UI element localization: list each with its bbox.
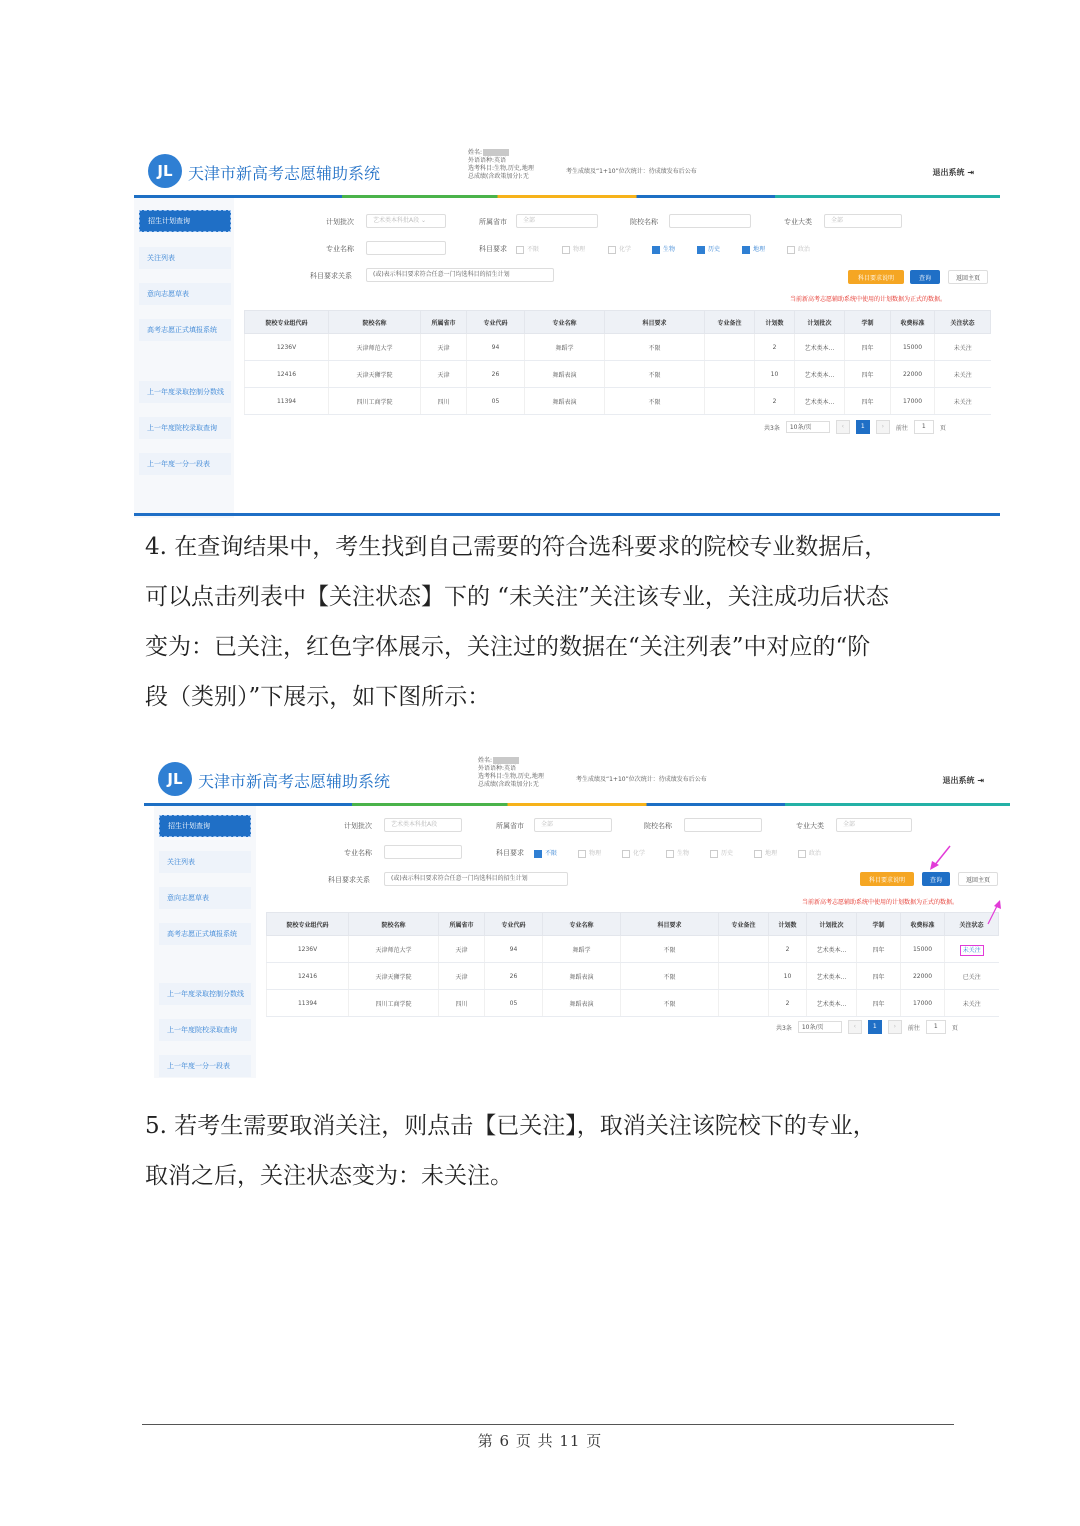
- major-input[interactable]: [384, 845, 462, 859]
- subject-label-history: 历史: [708, 246, 721, 253]
- subject-check-politics[interactable]: [798, 848, 821, 858]
- cell-province: 天津: [421, 361, 467, 388]
- subject-label-history: 历史: [721, 850, 734, 857]
- col-subject-req: 科目要求: [605, 311, 705, 334]
- cell-fee: 17000: [891, 388, 935, 415]
- relation-select[interactable]: [366, 268, 554, 282]
- relation-value: (或)表示科目要求符合任意一门均选科目的招生计划: [373, 271, 510, 278]
- subject-label-physics: 物理: [589, 850, 602, 857]
- cell-subject-req: 不限: [605, 334, 705, 361]
- page-footer: 第 6 页 共 11 页: [477, 1432, 603, 1450]
- batch-label: 计划批次: [326, 218, 354, 226]
- goto-label: 前往: [895, 424, 908, 432]
- page-unit: 页: [939, 424, 946, 432]
- subject-label-politics: 政治: [798, 246, 811, 253]
- sidebar-item-score-table[interactable]: 上一年度一分一段表: [139, 453, 231, 475]
- subject-label-biology: 生物: [663, 246, 676, 253]
- subject-check-any[interactable]: [516, 244, 539, 254]
- col-major-note: 专业备注: [705, 311, 755, 334]
- cell-major-code: 94: [467, 334, 525, 361]
- pager-total: 共3条: [764, 424, 780, 432]
- subject-label-any: 不限: [545, 850, 558, 857]
- col-duration: 学制: [845, 311, 891, 334]
- follow-status-cell: [945, 936, 999, 963]
- subject-label: 科目要求: [496, 849, 524, 857]
- relation-select[interactable]: [384, 872, 568, 886]
- category-label: 专业大类: [784, 218, 812, 226]
- col-plan-batch: 计划批次: [795, 311, 845, 334]
- cell-group-code: 1236V: [245, 334, 329, 361]
- home-button[interactable]: 返回主页: [958, 872, 998, 886]
- student-info: [468, 149, 534, 181]
- warning-text: 当前新高考志愿辅助系统中使用的计划数据为正式的数据。: [790, 296, 947, 303]
- info-score: 总成绩(含政策加分):无: [468, 173, 529, 180]
- cell-major-note: [705, 334, 755, 361]
- logo-icon: JL: [148, 154, 182, 188]
- subject-check-politics[interactable]: [787, 244, 810, 254]
- logout-button[interactable]: [933, 167, 975, 178]
- table-header-row: [245, 311, 991, 334]
- logout-button[interactable]: [943, 775, 985, 786]
- cell-major-name: 舞蹈表演: [525, 361, 605, 388]
- batch-label: 计划批次: [344, 822, 372, 830]
- major-input[interactable]: [366, 241, 446, 255]
- sidebar-item-follow-list[interactable]: 关注列表: [139, 247, 231, 269]
- cell-major-note: [719, 963, 769, 990]
- checkbox-icon: [798, 850, 806, 858]
- follow-status-link[interactable]: 已关注: [945, 963, 999, 990]
- cell-school-name: 四川工商学院: [329, 388, 421, 415]
- header-color-bar: [134, 195, 1000, 198]
- goto-label: 前往: [907, 1024, 920, 1032]
- paragraph-line: 可以点击列表中【关注状态】下的 “未关注”关注该专业，关注成功后状态: [145, 584, 889, 610]
- subject-info-button[interactable]: 科目要求说明: [860, 872, 914, 886]
- cell-school-name: 天津师范大学: [329, 334, 421, 361]
- cell-school-name: 天津天狮学院: [329, 361, 421, 388]
- subject-label-chemistry: 化学: [619, 246, 632, 253]
- pagination: [776, 1020, 958, 1034]
- col-fee: 收费标准: [901, 913, 945, 936]
- cell-fee: 15000: [891, 334, 935, 361]
- sidebar: [154, 806, 256, 1078]
- cell-fee: 15000: [901, 936, 945, 963]
- sidebar: [134, 198, 234, 518]
- prev-page-icon[interactable]: ‹: [836, 420, 850, 434]
- results-table: [244, 310, 991, 415]
- cell-duration: 四年: [845, 388, 891, 415]
- cell-subject-req: 不限: [605, 388, 705, 415]
- cell-province: 天津: [421, 334, 467, 361]
- pager-total: 共3条: [776, 1024, 792, 1032]
- table-row: [245, 388, 991, 415]
- col-duration: 学制: [857, 913, 901, 936]
- subject-label-geography: 地理: [765, 850, 778, 857]
- cell-fee: 22000: [891, 361, 935, 388]
- screenshot-plan-query-2: [144, 748, 1010, 1078]
- query-button[interactable]: 查询: [910, 270, 940, 284]
- follow-status-link[interactable]: 未关注: [945, 990, 999, 1017]
- checkbox-checked-icon: [534, 850, 542, 858]
- sidebar-item-plan-query[interactable]: 招生计划查询: [139, 210, 231, 232]
- subject-check-any[interactable]: [534, 848, 557, 858]
- annotation-arrow-icon: [984, 898, 1006, 928]
- subject-check-history[interactable]: [697, 244, 720, 254]
- cell-subject-req: 不限: [605, 361, 705, 388]
- checkbox-icon: [608, 246, 616, 254]
- info-score: 总成绩(含政策加分):无: [478, 781, 539, 788]
- follow-status-link[interactable]: 未关注: [960, 945, 984, 956]
- follow-status-link[interactable]: 未关注: [935, 388, 991, 415]
- col-follow-status: 关注状态: [935, 311, 991, 334]
- batch-value: 艺术类本科批A段: [391, 821, 438, 828]
- logo-icon: JL: [158, 762, 192, 796]
- sidebar-item-control-line[interactable]: 上一年度录取控制分数线: [159, 983, 251, 1005]
- subject-label-biology: 生物: [677, 850, 690, 857]
- col-school-name: 院校名称: [329, 311, 421, 334]
- col-plan-count: 计划数: [769, 913, 807, 936]
- cell-subject-req: 不限: [621, 990, 719, 1017]
- cell-plan-count: 10: [755, 361, 795, 388]
- pagination: [764, 420, 946, 434]
- sidebar-item-follow-list[interactable]: 关注列表: [159, 851, 251, 873]
- subject-label-geography: 地理: [753, 246, 766, 253]
- cell-province: 四川: [421, 388, 467, 415]
- batch-select[interactable]: [366, 214, 446, 228]
- cell-duration: 四年: [857, 936, 901, 963]
- info-subjects: 选考科目:生物,历史,地理: [478, 773, 544, 780]
- table-row: [267, 990, 999, 1017]
- col-fee: 收费标准: [891, 311, 935, 334]
- table-row: [267, 936, 999, 963]
- school-label: 院校名称: [630, 218, 658, 226]
- sidebar-item-draft[interactable]: 意向志愿草表: [159, 887, 251, 909]
- paragraph-line: 段（类别）”下展示，如下图所示：: [145, 684, 491, 710]
- cell-duration: 四年: [857, 990, 901, 1017]
- cell-plan-count: 2: [769, 936, 807, 963]
- checkbox-icon: [562, 246, 570, 254]
- cell-province: 天津: [439, 936, 485, 963]
- results-table: [266, 912, 999, 1017]
- table-row: [245, 334, 991, 361]
- app-title: 天津市新高考志愿辅助系统: [198, 772, 391, 791]
- sidebar-item-formal-fill[interactable]: 高考志愿正式填报系统: [139, 319, 231, 341]
- sidebar-item-admission-query[interactable]: 上一年度院校录取查询: [139, 417, 231, 439]
- col-major-name: 专业名称: [525, 311, 605, 334]
- info-language: 外语语种:英语: [478, 765, 517, 772]
- cell-plan-batch: 艺术类本...: [807, 936, 857, 963]
- school-input[interactable]: [669, 214, 751, 228]
- province-value: 全部: [523, 217, 536, 224]
- cell-plan-count: 2: [755, 388, 795, 415]
- footer-rule: [142, 1424, 954, 1425]
- checkbox-icon: [787, 246, 795, 254]
- col-subject-req: 科目要求: [621, 913, 719, 936]
- follow-status-link[interactable]: 未关注: [935, 361, 991, 388]
- cell-plan-batch: 艺术类本...: [795, 361, 845, 388]
- subject-check-history[interactable]: [710, 848, 733, 858]
- cell-major-code: 94: [485, 936, 543, 963]
- checkbox-icon: [710, 850, 718, 858]
- cell-major-name: 舞蹈学: [543, 936, 621, 963]
- cell-duration: 四年: [845, 334, 891, 361]
- checkbox-checked-icon: [652, 246, 660, 254]
- cell-school-name: 四川工商学院: [349, 990, 439, 1017]
- info-language: 外语语种:英语: [468, 157, 507, 164]
- subject-check-physics[interactable]: [562, 244, 585, 254]
- cell-major-name: 舞蹈学: [525, 334, 605, 361]
- cell-duration: 四年: [845, 361, 891, 388]
- score-notice: 考生成绩及“1+10”位次统计：待成绩发布后公布: [566, 168, 697, 175]
- relation-label: 科目要求关系: [310, 272, 352, 280]
- header-color-bar: [144, 803, 1010, 806]
- app-header: [134, 140, 1000, 195]
- cell-group-code: 12416: [245, 361, 329, 388]
- province-select[interactable]: [516, 214, 598, 228]
- major-label: 专业名称: [326, 245, 354, 253]
- cell-major-name: 舞蹈表演: [525, 388, 605, 415]
- cell-subject-req: 不限: [621, 963, 719, 990]
- student-info: [478, 757, 544, 789]
- province-label: 所属省市: [496, 822, 524, 830]
- subject-info-button[interactable]: 科目要求说明: [848, 270, 904, 284]
- category-select[interactable]: [836, 818, 912, 832]
- prev-page-icon[interactable]: ‹: [848, 1020, 862, 1034]
- paragraph-line: 4. 在查询结果中，考生找到自己需要的符合选科要求的院校专业数据后，: [145, 534, 888, 560]
- screenshot-plan-query-1: [134, 140, 1000, 518]
- col-group-code: 院校专业组代码: [245, 311, 329, 334]
- sidebar-item-score-table[interactable]: 上一年度一分一段表: [159, 1055, 251, 1077]
- query-button[interactable]: 查询: [922, 872, 950, 886]
- logout-icon: ⇥: [967, 168, 974, 177]
- info-name: 姓名:: [478, 757, 493, 764]
- cell-major-code: 26: [485, 963, 543, 990]
- sidebar-item-plan-query[interactable]: 招生计划查询: [159, 815, 251, 837]
- cell-major-note: [705, 361, 755, 388]
- logout-label: 退出系统: [932, 168, 965, 177]
- home-button[interactable]: 返回主页: [948, 270, 988, 284]
- subject-check-chemistry[interactable]: [608, 244, 631, 254]
- page-number[interactable]: 1: [856, 420, 870, 434]
- page-unit: 页: [951, 1024, 958, 1032]
- next-page-icon[interactable]: ›: [888, 1020, 902, 1034]
- subject-check-biology[interactable]: [666, 848, 689, 858]
- app-header: [144, 748, 1010, 803]
- subject-check-biology[interactable]: [652, 244, 675, 254]
- cell-duration: 四年: [857, 963, 901, 990]
- category-value: 全部: [843, 821, 856, 828]
- checkbox-icon: [622, 850, 630, 858]
- paragraph-line: 取消之后，关注状态变为：未关注。: [145, 1163, 513, 1189]
- cell-fee: 22000: [901, 963, 945, 990]
- cell-group-code: 11394: [245, 388, 329, 415]
- cell-major-name: 舞蹈表演: [543, 990, 621, 1017]
- sidebar-item-admission-query[interactable]: 上一年度院校录取查询: [159, 1019, 251, 1041]
- cell-school-name: 天津天狮学院: [349, 963, 439, 990]
- checkbox-checked-icon: [697, 246, 705, 254]
- cell-major-note: [705, 388, 755, 415]
- warning-text: 当前新高考志愿辅助系统中使用的计划数据为正式的数据。: [802, 899, 959, 906]
- cell-plan-count: 2: [755, 334, 795, 361]
- cell-plan-batch: 艺术类本...: [807, 963, 857, 990]
- subject-check-geography[interactable]: [742, 244, 765, 254]
- col-province: 所属省市: [439, 913, 485, 936]
- paragraph-line: 变为：已关注，红色字体展示，关注过的数据在“关注列表”中对应的“阶: [145, 634, 871, 660]
- subject-label-any: 不限: [527, 246, 540, 253]
- cell-fee: 17000: [901, 990, 945, 1017]
- cell-plan-count: 2: [769, 990, 807, 1017]
- province-select[interactable]: [534, 818, 612, 832]
- category-label: 专业大类: [796, 822, 824, 830]
- major-label: 专业名称: [344, 849, 372, 857]
- category-select[interactable]: [824, 214, 902, 228]
- cell-group-code: 11394: [267, 990, 349, 1017]
- category-value: 全部: [831, 217, 844, 224]
- batch-value: 艺术类本科批A段: [373, 217, 420, 224]
- cell-school-name: 天津师范大学: [349, 936, 439, 963]
- col-major-code: 专业代码: [485, 913, 543, 936]
- col-plan-count: 计划数: [755, 311, 795, 334]
- cell-major-note: [719, 936, 769, 963]
- col-plan-batch: 计划批次: [807, 913, 857, 936]
- cell-plan-batch: 艺术类本...: [795, 334, 845, 361]
- col-school-name: 院校名称: [349, 913, 439, 936]
- checkbox-icon: [754, 850, 762, 858]
- col-group-code: 院校专业组代码: [267, 913, 349, 936]
- col-major-code: 专业代码: [467, 311, 525, 334]
- cell-plan-batch: 艺术类本...: [795, 388, 845, 415]
- annotation-arrow-icon: [924, 844, 954, 872]
- subject-check-chemistry[interactable]: [622, 848, 645, 858]
- per-page-select[interactable]: 10条/页: [798, 1021, 842, 1033]
- paragraph-step-4: [145, 522, 975, 722]
- province-label: 所属省市: [479, 218, 507, 226]
- school-input[interactable]: [684, 818, 762, 832]
- info-subjects: 选考科目:生物,历史,地理: [468, 165, 534, 172]
- redacted-name: [493, 757, 519, 764]
- cell-province: 四川: [439, 990, 485, 1017]
- province-value: 全部: [541, 821, 554, 828]
- logout-label: 退出系统: [942, 776, 975, 785]
- subject-label-politics: 政治: [809, 850, 822, 857]
- cell-major-code: 26: [467, 361, 525, 388]
- subject-label-physics: 物理: [573, 246, 586, 253]
- score-notice: 考生成绩及“1+10”位次统计：待成绩发布后公布: [576, 776, 707, 783]
- goto-input[interactable]: 1: [914, 420, 934, 434]
- cell-plan-batch: 艺术类本...: [807, 990, 857, 1017]
- chevron-down-icon: ⌄: [421, 217, 427, 224]
- paragraph-line: 5. 若考生需要取消关注，则点击【已关注】，取消关注该院校下的专业，: [145, 1113, 876, 1139]
- subject-check-physics[interactable]: [578, 848, 601, 858]
- checkbox-icon: [578, 850, 586, 858]
- sidebar-item-draft[interactable]: 意向志愿草表: [139, 283, 231, 305]
- relation-label: 科目要求关系: [328, 876, 370, 884]
- goto-input[interactable]: 1: [926, 1020, 946, 1034]
- info-name: 姓名:: [468, 149, 483, 156]
- cell-group-code: 1236V: [267, 936, 349, 963]
- subject-label: 科目要求: [479, 245, 507, 253]
- cell-major-code: 05: [485, 990, 543, 1017]
- redacted-name: [483, 149, 509, 156]
- batch-select[interactable]: [384, 818, 462, 832]
- col-follow-status: 关注状态: [945, 913, 999, 936]
- col-province: 所属省市: [421, 311, 467, 334]
- col-major-note: 专业备注: [719, 913, 769, 936]
- cell-group-code: 12416: [267, 963, 349, 990]
- table-row: [267, 963, 999, 990]
- cell-major-name: 舞蹈表演: [543, 963, 621, 990]
- school-label: 院校名称: [644, 822, 672, 830]
- subject-check-geography[interactable]: [754, 848, 777, 858]
- page-number[interactable]: 1: [868, 1020, 882, 1034]
- checkbox-icon: [666, 850, 674, 858]
- cell-major-code: 05: [467, 388, 525, 415]
- logout-icon: ⇥: [977, 776, 984, 785]
- next-page-icon[interactable]: ›: [876, 420, 890, 434]
- subject-label-chemistry: 化学: [633, 850, 646, 857]
- cell-province: 天津: [439, 963, 485, 990]
- table-header-row: [267, 913, 999, 936]
- sidebar-item-control-line[interactable]: 上一年度录取控制分数线: [139, 381, 231, 403]
- follow-status-link[interactable]: 未关注: [935, 334, 991, 361]
- cell-plan-count: 10: [769, 963, 807, 990]
- per-page-select[interactable]: 10条/页: [786, 421, 830, 433]
- sidebar-item-formal-fill[interactable]: 高考志愿正式填报系统: [159, 923, 251, 945]
- table-row: [245, 361, 991, 388]
- col-major-name: 专业名称: [543, 913, 621, 936]
- paragraph-step-5: [145, 1101, 975, 1201]
- cell-subject-req: 不限: [621, 936, 719, 963]
- checkbox-icon: [516, 246, 524, 254]
- section-divider: [134, 513, 1000, 516]
- app-title: 天津市新高考志愿辅助系统: [188, 164, 381, 183]
- cell-major-note: [719, 990, 769, 1017]
- relation-value: (或)表示科目要求符合任意一门均选科目的招生计划: [391, 875, 528, 882]
- checkbox-checked-icon: [742, 246, 750, 254]
